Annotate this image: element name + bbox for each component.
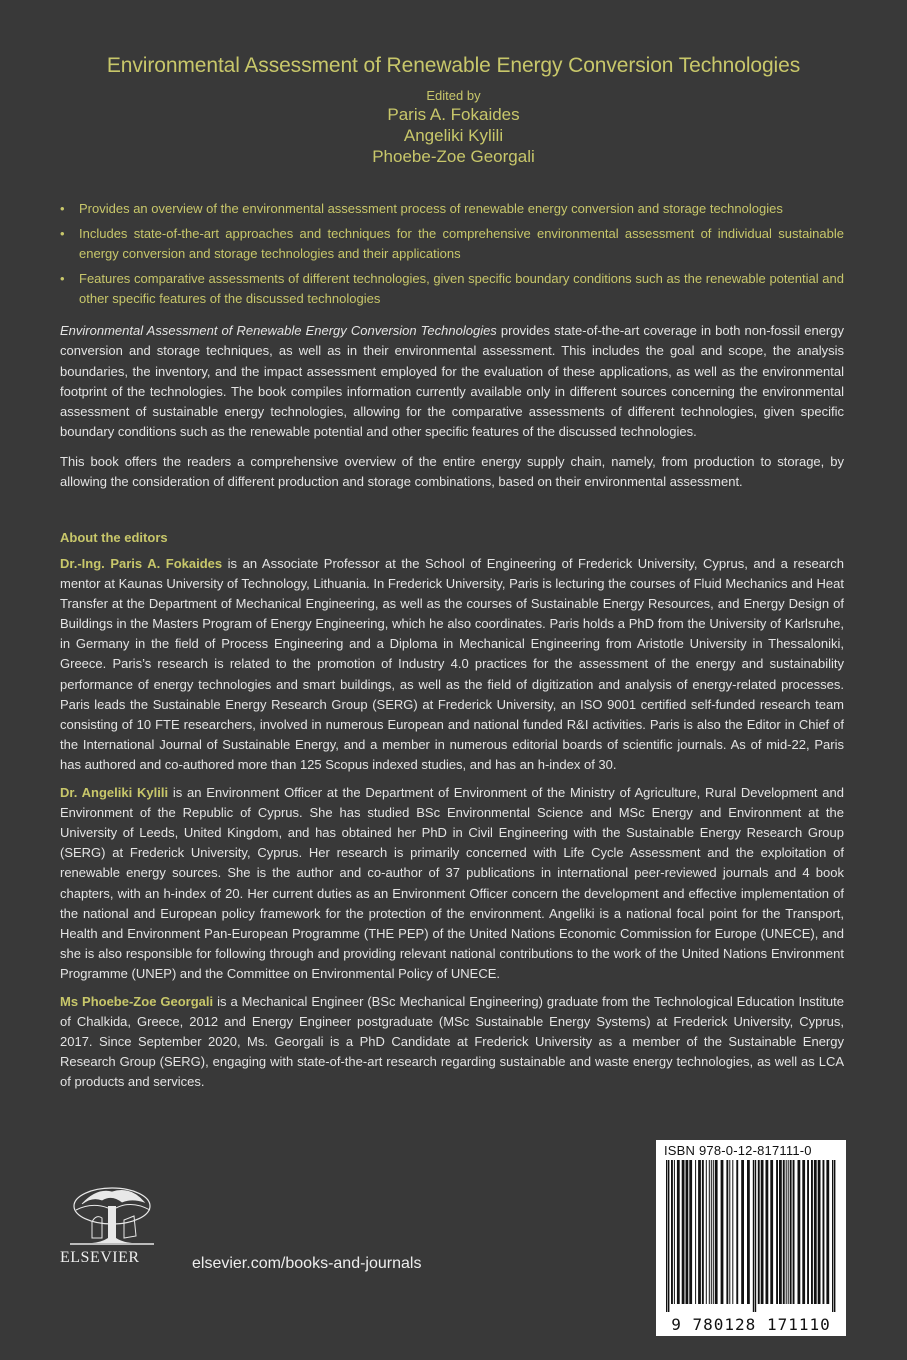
book-description: [60, 321, 844, 501]
book-title: Environmental Assessment of Renewable Energy Conversion Technologies: [106, 54, 801, 77]
editor-bio-text: is a Mechanical Engineer (BSc Mechanical Engineering) graduate from the Technological Education Institute of Chalkida, Greece, 2012 and Energy Engineer postgraduate (MSc Sustainable Energy Systems) at Frederick University, Cyprus, 2017. Since September 2020, Ms. Georgali is a PhD Candidate at Frederick University as a member of the Sustainable Energy Research Group (SERG), engaging with state-of-the-art research regarding sustainable and waste energy technologies, as well as LCA of products and services.: [60, 993, 844, 1090]
feature-bullets: [60, 199, 844, 314]
feature-bullet: [60, 269, 844, 310]
feature-bullet: [60, 199, 844, 220]
about-editors-heading: About the editors: [60, 530, 168, 545]
description-book-title: Environmental Assessment of Renewable Energy Conversion Technologies: [60, 323, 497, 338]
editor-bio-text: is an Associate Professor at the School of Engineering of Frederick University, Cyprus, and a research mentor at Kaunas University of Technology, Lithuania. In Frederick University, Paris is lecturing the courses of Fluid Mechanics and Heat Transfer at the Department of Mechanical Engineering, as well as the courses of Sustainable Energy Resources, and Energy Design of Buildings in the Masters Program of Energy Engineering, which he also coordinates. Paris holds a PhD from the University of Karlsruhe, in Germany in the field of Process Engineering and a Diploma in Mechanical Engineering from Aristotle University in Thessaloniki, Greece. Paris’s research is related to the promotion of Industry 4.0 practices for the assessment of the energy and sustainability performance of energy technologies and smart buildings, as well as the field of digitization and analysis of energy-related processes. Paris leads the Sustainable Energy Research Group (SERG) at Frederick University, an ISO 9001 certified self-funded research team consisting of 10 FTE researchers, involved in numerous European and national funded R&I activities. Paris is also the Editor in Chief of the International Journal of Sustainable Energy, and a member in numerous editorial boards of scientific journals. As of mid-22, Paris has authored and co-authored more than 125 Scopus indexed studies, and has an h-index of 30.: [60, 556, 844, 772]
publisher-url: elsevier.com/books-and-journals: [192, 1255, 422, 1272]
editors-block: [0, 88, 907, 167]
editor-bio: [60, 783, 844, 984]
elsevier-tree-logo-icon: [62, 1186, 162, 1246]
editor-bio-name: Ms Phoebe-Zoe Georgali: [60, 993, 214, 1009]
editor-bio: [60, 992, 844, 1092]
editor-name-1: Paris A. Fokaides: [387, 105, 520, 124]
elsevier-tree-logo-svg: [62, 1186, 162, 1246]
feature-bullet-text: Features comparative assessments of different technologies, given specific boundary conditions such as the renewable potential and other specific features of the discussed technologies: [79, 270, 844, 306]
bullet-dot-icon: •: [60, 270, 65, 286]
isbn-barcode: [656, 1140, 846, 1336]
bullet-dot-icon: •: [60, 225, 65, 241]
description-paragraph-1-text: provides state-of-the-art coverage in both non-fossil energy conversion and storage techniques, as well as in their environmental assessment. This includes the goal and scope, the analysis boundaries, the inventory, and the impact assessment employed for the evaluation of these applications, as well as the environmental footprint of the technologies. The book compiles information currently available only in different sources concerning the environmental assessment of sustainable energy technologies, allowing for the comparative assessments of different technologies, given specific boundary conditions such as the renewable potential and other specific features of the discussed technologies.: [60, 323, 844, 440]
about-editors-section: [60, 528, 844, 1100]
feature-bullet-text: Provides an overview of the environmental assessment process of renewable energy conversion and storage technologies: [79, 201, 783, 216]
editor-bio: [60, 554, 844, 775]
editor-name-2: Angeliki Kylili: [403, 126, 504, 145]
feature-bullet-text: Includes state-of-the-art approaches and techniques for the comprehensive environmental assessment of individual sustainable energy conversion and storage technologies and their applications: [79, 225, 844, 261]
barcode-digits: 9 780128 171110: [671, 1315, 831, 1334]
description-paragraph-1: [60, 321, 844, 443]
barcode-bars: [664, 1160, 838, 1312]
editor-bio-name: Dr. Angeliki Kylili: [60, 785, 169, 801]
publisher-logo-text: ELSEVIER: [60, 1249, 140, 1266]
feature-bullet: [60, 224, 844, 265]
bullet-dot-icon: •: [60, 201, 65, 216]
isbn-label: ISBN 978-0-12-817111-0: [664, 1143, 812, 1158]
editor-name-3: Phoebe-Zoe Georgali: [372, 147, 535, 166]
editor-bio-text: is an Environment Officer at the Department of Environment of the Ministry of Agriculture, Rural Development and Environment of the Republic of Cyprus. She has studied BSc Environmental Science and MSc Energy and Environment at the University of Leeds, United Kingdom, and has obtained her PhD in Civil Engineering with the Sustainable Energy Research Group (SERG) at Frederick University, Cyprus. Her research is primarily concerned with Life Cycle Assessment and the exploitation of renewable energy sources. She is the author and co-author of 37 publications in international peer-reviewed journals and 4 book chapters, with an h-index of 20. Her current duties as an Environment Officer concern the development and effective implementation of the national and European policy framework for the protection of the environment. Angeliki is a national focal point for the Transport, Health and Environment Pan-European Programme (THE PEP) of the United Nations Economic Commission for Europe (UNECE), and she is also responsible for following through and providing relevant national contributions to the work of the United Nations Environment Programme (UNEP) and the Committee on Environmental Policy of UNECE.: [60, 785, 844, 981]
editor-bio-name: Dr.-Ing. Paris A. Fokaides: [60, 556, 223, 571]
edited-by-label: Edited by: [426, 88, 481, 103]
description-paragraph-2: This book offers the readers a comprehensive overview of the entire energy supply chain, namely, from production to storage, by allowing the consideration of different production and storage combinations, based on their environmental assessment.: [60, 453, 844, 490]
